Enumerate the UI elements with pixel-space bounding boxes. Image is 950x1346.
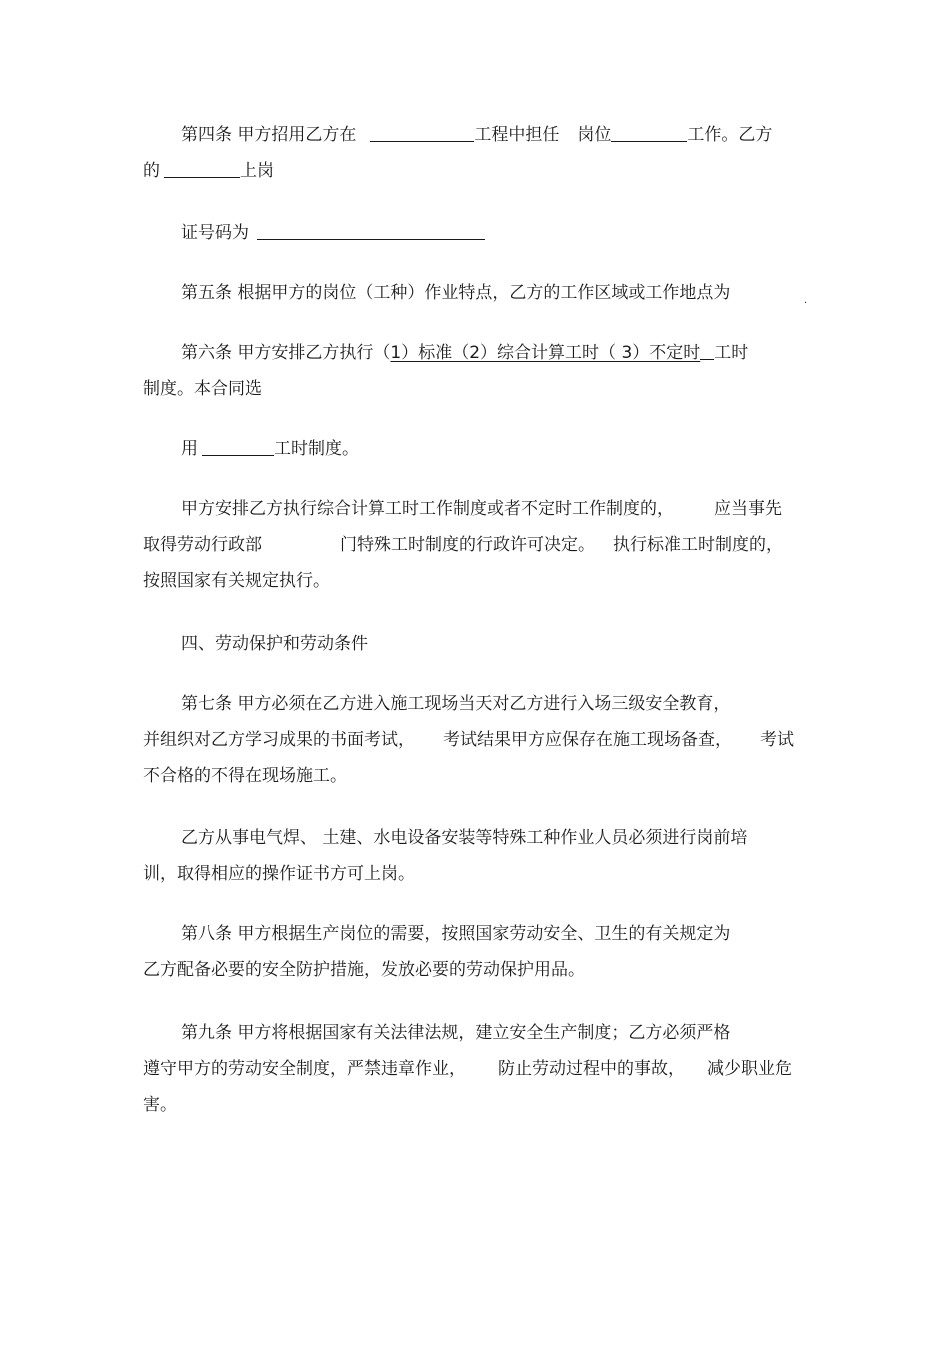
article-6 [143,335,808,407]
project-name-blank [370,119,474,142]
article-5-line-1 [143,275,808,311]
certificate-number-blank [257,217,485,240]
article-8-text: 乙方配备必要的安全防护措施，发放必要的劳动保护用品。 [143,960,585,980]
special-trades-line-1 [143,820,808,856]
article-4-certificate [143,215,808,251]
article-6-text: 工时制度。 [274,439,359,459]
article-7-text: 并组织对乙方学习成果的书面考试， [143,730,415,750]
article-4-text: 工程中担任 [474,125,560,145]
article-4-text: 上岗 [240,161,274,181]
article-9-text: 第九条 甲方将根据国家有关法律法规，建立安全生产制度；乙方必须严格 [181,1023,731,1043]
special-hours-line-1 [143,491,808,527]
article-4-line-3 [143,215,808,251]
article-5-text: 第五条 根据甲方的岗位（工种）作业特点，乙方的工作区域或工作地点为 [181,283,731,303]
article-6-choice [143,431,808,467]
article-8-text: 第八条 甲方根据生产岗位的需要，按照国家劳动安全、卫生的有关规定为 [181,924,731,944]
article-9-text: 防止劳动过程中的事故， [498,1059,685,1079]
article-6-line-2 [143,371,808,407]
article-9-line-2 [143,1051,808,1087]
article-8 [143,916,808,988]
article-8-line-2 [143,952,808,988]
article-7-text: 考试 [760,730,794,750]
article-4-line-1 [143,117,808,153]
special-trades-paragraph [143,820,808,892]
article-9-line-3 [143,1087,808,1123]
article-4-line-2 [143,153,808,189]
article-4-text: 的 [143,161,160,181]
article-7-text: 第七条 甲方必须在乙方进入施工现场当天对乙方进行入场三级安全教育， [181,694,731,714]
paragraph-text: 甲方安排乙方执行综合计算工时工作制度或者不定时工作制度的， [181,499,674,519]
paragraph-text: 应当事先 [714,499,782,519]
article-9-line-1 [143,1015,808,1051]
article-6-text: 工时 [714,343,749,363]
article-9-text: 害。 [143,1095,177,1115]
article-7-line-1 [143,686,808,722]
trailing-dot: . [804,295,808,306]
article-7-text: 不合格的不得在现场施工。 [143,766,347,786]
special-hours-line-2 [143,527,808,563]
article-7-line-2 [143,722,808,758]
article-9 [143,1015,808,1123]
certificate-blank [164,155,240,178]
section-heading-line [143,626,808,662]
article-5 [143,275,808,311]
work-hour-options: 1）标准（2）综合计算工时（ 3）不定时 [390,343,701,363]
article-7-text: 考试结果甲方应保存在施工现场备查， [443,730,732,750]
paragraph-text: 按照国家有关规定执行。 [143,571,330,591]
article-4-text: 证号码为 [181,223,249,243]
article-7-line-3 [143,758,808,794]
position-blank [611,119,687,142]
paragraph-text: 取得劳动行政部 [143,535,262,555]
special-hours-paragraph [143,491,808,599]
underline-tail [700,337,714,360]
article-4-text: 第四条 甲方招用乙方在 [181,125,357,145]
section-title: 四、劳动保护和劳动条件 [181,634,368,654]
article-6-text: 用 [181,439,198,459]
article-7 [143,686,808,794]
article-4-text: 岗位 [577,125,612,145]
paragraph-text: 乙方从事电气焊、 土建、水电设备安装等特殊工种作业人员必须进行岗前培 [181,828,748,848]
article-8-line-1 [143,916,808,952]
section-heading [143,626,808,662]
special-trades-line-2 [143,856,808,892]
article-9-text: 遵守甲方的劳动安全制度，严禁违章作业， [143,1059,466,1079]
work-hour-choice-blank [202,433,274,456]
article-6-line-3 [143,431,808,467]
paragraph-text: 执行标准工时制度的， [613,535,783,555]
paragraph-text: 训，取得相应的操作证书方可上岗。 [143,864,415,884]
article-6-line-1 [143,335,808,371]
special-hours-line-3 [143,563,808,599]
paragraph-text: 门特殊工时制度的行政许可决定。 [340,535,595,555]
article-6-text: 制度。本合同选 [143,379,262,399]
article-6-text: 第六条 甲方安排乙方执行（ [181,343,391,363]
article-9-text: 减少职业危 [707,1059,792,1079]
article-4-text: 工作。乙方 [687,125,773,145]
article-4 [143,117,808,189]
